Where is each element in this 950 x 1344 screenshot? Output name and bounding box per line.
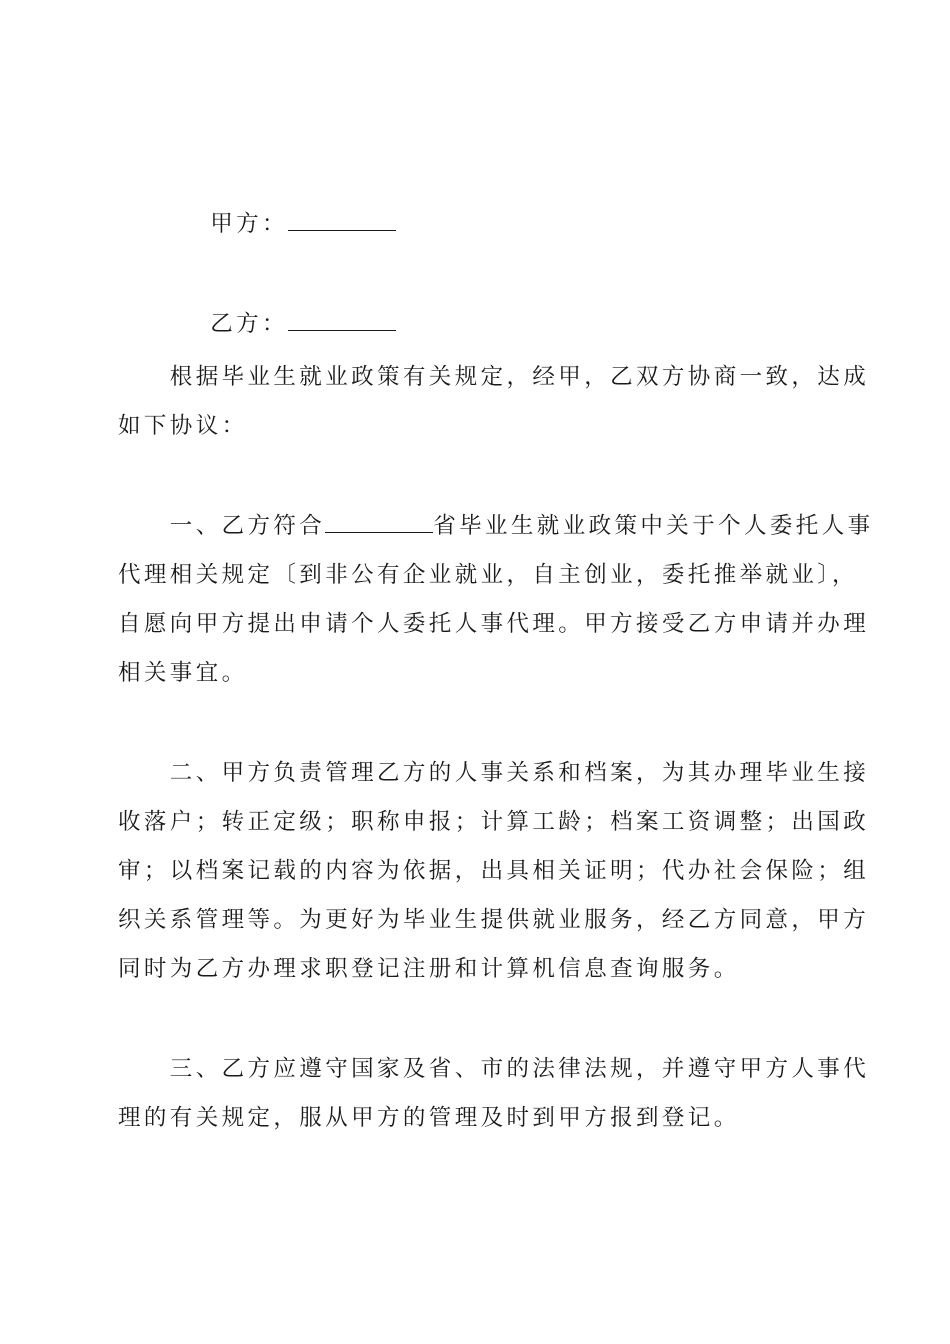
clause-2-line: 审；以档案记载的内容为依据，出具相关证明；代办社会保险；组 [118,858,870,884]
intro-line: 如下协议： [118,413,248,439]
clause-1-text-after: 省毕业生就业政策中关于个人委托人事 [433,513,874,539]
clause-1-text-before: 一、乙方符合 [118,513,326,539]
clause-2-line: 收落户；转正定级；职称申报；计算工龄；档案工资调整；出国政 [118,809,870,835]
clause-3-line: 三、乙方应遵守国家及省、市的法律法规，并遵守甲方人事代 [118,1056,870,1082]
party-a-blank [288,208,396,231]
party-a-label: 甲方： [210,211,288,237]
clause-1-line [118,502,874,551]
clause-2-line: 织关系管理等。为更好为毕业生提供就业服务，经乙方同意，甲方 [118,907,870,933]
clause-3-line: 理的有关规定，服从甲方的管理及时到甲方报到登记。 [118,1105,740,1131]
clause-1-line: 代理相关规定〔到非公有企业就业，自主创业，委托推举就业〕， [118,562,858,588]
province-blank [325,510,433,533]
clause-2-line: 二、甲方负责管理乙方的人事关系和档案，为其办理毕业生接 [118,760,870,786]
clause-2-line: 同时为乙方办理求职登记注册和计算机信息查询服务。 [118,956,740,982]
clause-1-line: 自愿向甲方提出申请个人委托人事代理。甲方接受乙方申请并办理 [118,611,870,637]
intro-line: 根据毕业生就业政策有关规定，经甲，乙双方协商一致，达成 [118,364,870,390]
party-b-label: 乙方： [210,311,288,337]
clause-1-line: 相关事宜。 [118,660,248,686]
party-b-blank [288,308,396,331]
